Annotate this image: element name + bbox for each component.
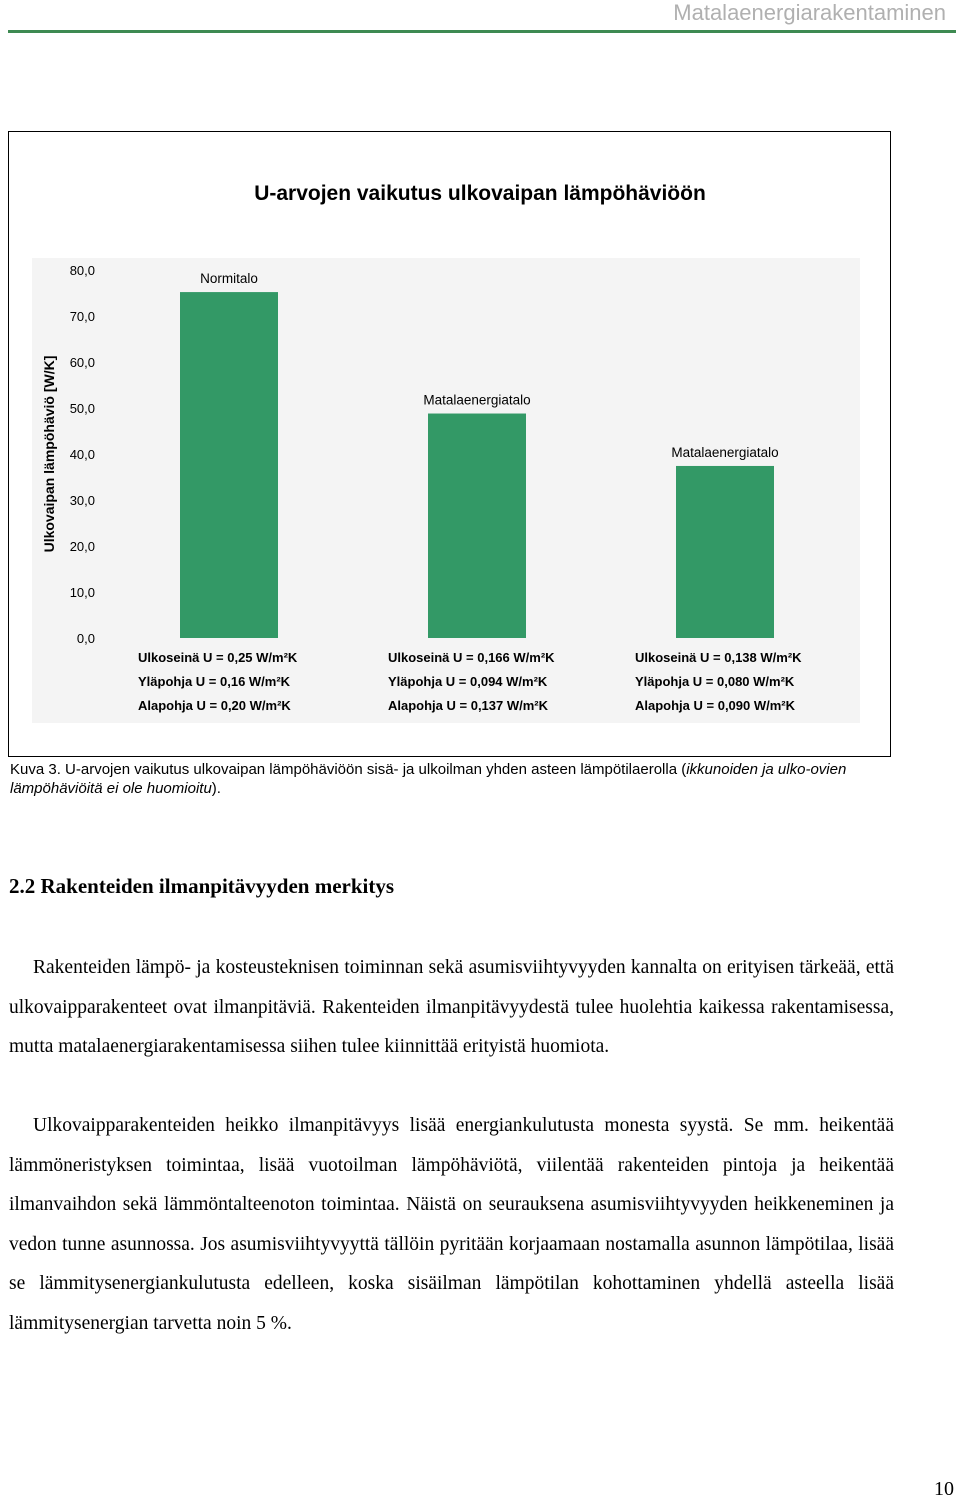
u-value-label: Ulkoseinä U = 0,166 W/m²K [388, 650, 555, 665]
u-value-label: Yläpohja U = 0,16 W/m²K [138, 674, 291, 689]
caption-italic-text: ikkunoiden ja ulko-ovien lämpöhäviöitä ei ole huomioitu [10, 761, 847, 797]
running-header-title: Matalaenergiarakentaminen [673, 0, 946, 25]
bar-label-2: Matalaenergiatalo [423, 392, 531, 408]
y-tick-label: 10,0 [69, 585, 95, 600]
y-tick-label: 30,0 [69, 493, 95, 508]
bar-1 [180, 292, 278, 638]
chart-title: U-arvojen vaikutus ulkovaipan lämpöhäviöön [254, 182, 706, 205]
y-tick-label: 60,0 [69, 355, 95, 370]
bar-label-1: Normitalo [200, 271, 258, 287]
chart-area [32, 258, 860, 723]
u-value-label: Ulkoseinä U = 0,138 W/m²K [635, 650, 802, 665]
figure-caption [10, 760, 880, 798]
section-heading: 2.2 Rakenteiden ilmanpitävyyden merkitys [9, 874, 395, 898]
bar-3 [676, 466, 774, 638]
bar-label-3: Matalaenergiatalo [671, 444, 779, 460]
y-tick-label: 40,0 [69, 447, 95, 462]
bar-2 [428, 414, 526, 638]
y-tick-label: 0,0 [76, 631, 95, 646]
header-divider [8, 30, 956, 33]
bar-chart [32, 258, 860, 723]
u-value-label: Alapohja U = 0,20 W/m²K [138, 698, 291, 713]
y-tick-label: 50,0 [69, 401, 95, 416]
u-value-label: Alapohja U = 0,090 W/m²K [635, 698, 796, 713]
body-paragraph-1: Rakenteiden lämpö- ja kosteusteknisen toiminnan sekä asumisviihtyvyyden kannalta on erityisen tärkeää, että ulkovaipparakenteet ovat ilmanpitäviä. Rakenteiden ilmanpitävyydestä tulee huolehtia kaikessa rakentamisessa, mutta matalaenergiarakentamisessa siihen tulee kiinnittää erityistä huomiota. [9, 957, 894, 1057]
caption-text: Kuva 3. U-arvojen vaikutus ulkovaipan lämpöhäviöön sisä- ja ulkoilman yhden asteen lämpötilaerolla ( [10, 761, 687, 778]
y-tick-label: 70,0 [69, 309, 95, 324]
u-value-label: Yläpohja U = 0,094 W/m²K [388, 674, 548, 689]
y-axis-label: Ulkovaipan lämpöhäviö [W/K] [41, 355, 57, 553]
page-number: 10 [934, 1478, 954, 1500]
u-value-label: Alapohja U = 0,137 W/m²K [388, 698, 549, 713]
u-value-label: Ulkoseinä U = 0,25 W/m²K [138, 650, 298, 665]
u-value-label: Yläpohja U = 0,080 W/m²K [635, 674, 795, 689]
caption-end: ). [211, 780, 221, 797]
y-tick-label: 20,0 [69, 539, 95, 554]
y-tick-label: 80,0 [69, 263, 95, 278]
body-paragraph-2: Ulkovaipparakenteiden heikko ilmanpitävyys lisää energiankulutusta monesta syystä. Se mm. heikentää lämmöneristyksen toimintaa, lisää vuotoilman lämpöhäviötä, viilentää rakenteiden pintoja ja heikentää ilmanvaihdon sekä lämmöntalteenoton toimintaa. Näistä on seurauksena asumisviihtyvyyden heikkeneminen ja vedon tunne asunnossa. Jos asumisviihtyvyyttä tällöin pyritään korjaamaan nostamalla asunnon lämpötilaa, lisää se lämmitysenergiankulutusta edelleen, koska sisäilman lämpötilan kohottaminen yhdellä asteella lisää lämmitysenergian tarvetta noin 5 %. [9, 1115, 894, 1334]
